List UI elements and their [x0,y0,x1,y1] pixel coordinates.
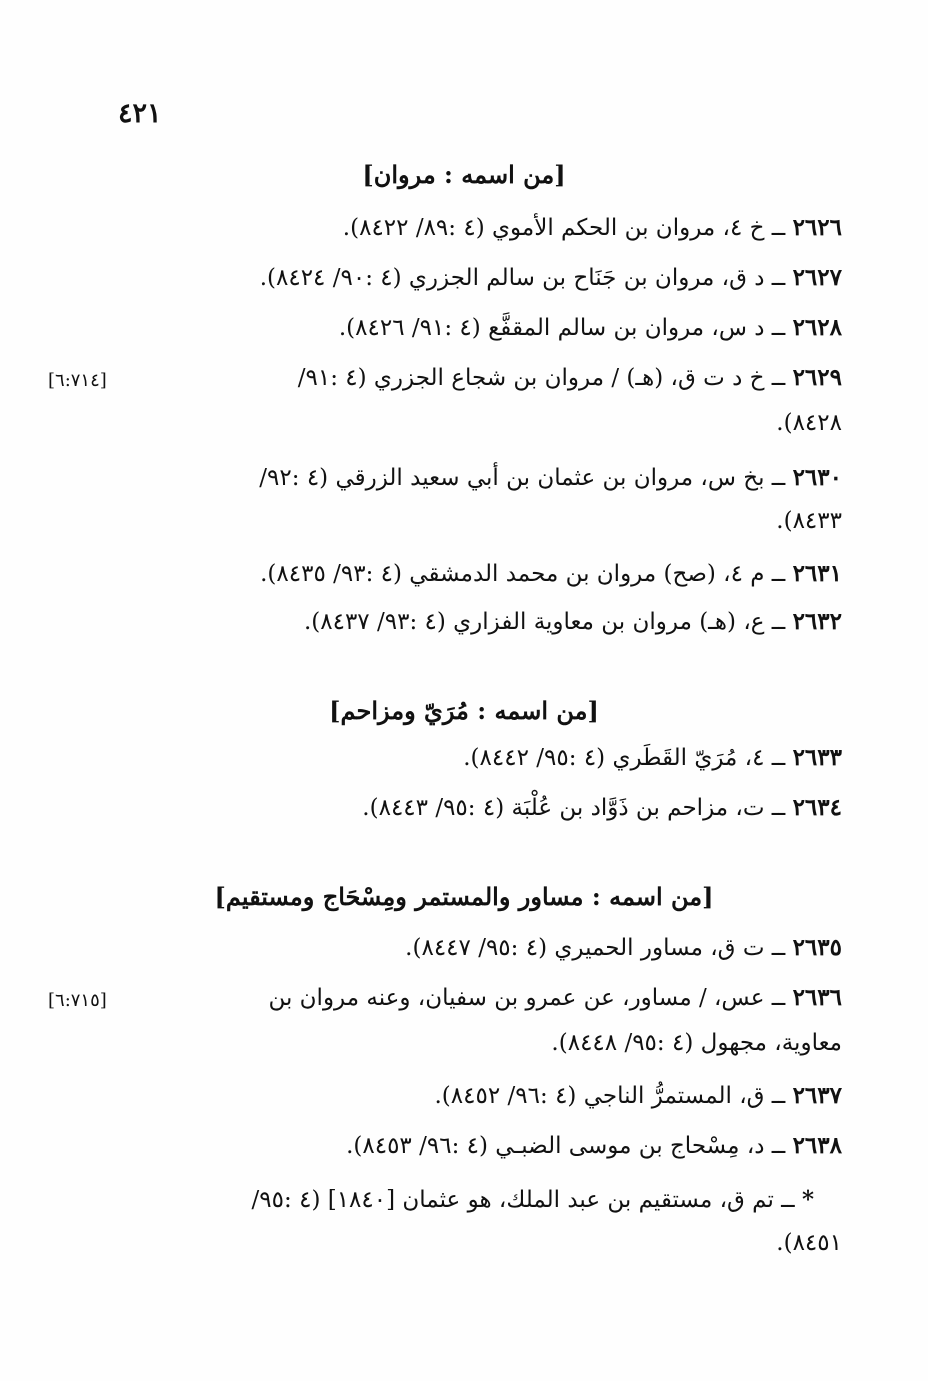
section-heading-murayy: [من اسمه : مُرَيّ ومزاحم] [329,696,599,725]
entry-number: ٢٦٣٤ [792,794,842,821]
entry-text: ــ د س، مروان بن سالم المقفَّع (٤ :٩١/ ٨٤٢٦). [338,315,793,341]
entry-text: ــ د، مِسْحاج بن موسى الضبـي (٤ :٩٦/ ٨٤٥٣). [346,1133,793,1159]
section-heading-marwan: [من اسمه : مروان] [362,160,566,189]
entry-text: ــ بخ س، مروان بن عثمان بن أبي سعيد الزرقي (٤ :٩٢/ [259,465,793,491]
entry-2632 [304,608,842,635]
entry-text: ــ ٤، مُرَيّ القَطَري (٤ :٩٥/ ٨٤٤٢). [463,745,793,771]
entry-asterisk: * [801,1186,814,1213]
entry-2638 [346,1132,842,1159]
entry-text: ــ خ ٤، مروان بن الحكم الأموي (٤ :٨٩/ ٨٤٢٢). [342,215,793,241]
entry-number: ٢٦٣٣ [792,744,842,771]
entry-number: ٢٦٣٢ [792,608,842,635]
entry-text: ــ ت، مزاحم بن ذَوَّاد بن عُلْبَة (٤ :٩٥/ ٨٤٤٣). [362,795,793,821]
entry-2627 [260,264,842,291]
entry-number: ٢٦٢٧ [792,264,842,291]
entry-number: ٢٦٣٥ [792,934,842,961]
entry-number: ٢٦٣٠ [792,464,842,491]
entry-mustaqim-continuation: ٨٤٥١). [776,1230,842,1256]
margin-reference: [٦:٧١٥] [48,990,107,1011]
page-number: ٤٢١ [118,98,162,129]
entry-2634 [362,794,842,821]
entry-text: ــ د ق، مروان بن جَنَاح بن سالم الجزري (٤ :٩٠/ ٨٤٢٤). [259,265,793,291]
entry-text: ــ ت ق، مساور الحميري (٤ :٩٥/ ٨٤٤٧). [405,935,793,961]
entry-number: ٢٦٢٩ [792,364,842,391]
entry-2626 [343,214,842,241]
entry-2630 [259,464,842,491]
entry-text: ــ ع، (هـ) مروان بن معاوية الفزاري (٤ :٩٣/ ٨٤٣٧). [303,609,793,635]
entry-2636-continuation: معاوية، مجهول (٤ :٩٥/ ٨٤٤٨). [551,1030,842,1056]
entry-2630-continuation: ٨٤٣٣). [776,508,842,534]
section-heading-musawir: [من اسمه : مساور والمستمر ومِسْحَاج ومستقيم] [214,882,714,911]
entry-text: ــ خ د ت ق، (هـ) / مروان بن شجاع الجزري (٤ :٩١/ [297,365,793,391]
entry-number: ٢٦٢٨ [792,314,842,341]
entry-mustaqim [252,1186,814,1213]
entry-number: ٢٦٣٨ [792,1132,842,1159]
entry-number: ٢٦٢٦ [792,214,842,241]
entry-text: ــ تم ق، مستقيم بن عبد الملك، هو عثمان [١٨٤٠] (٤ :٩٥/ [251,1187,802,1213]
entry-2637 [435,1082,843,1109]
entry-text: ــ عس، / مساور، عن عمرو بن سفيان، وعنه مروان بن [268,985,793,1011]
entry-2633 [463,744,842,771]
entry-number: ٢٦٣٧ [792,1082,842,1109]
entry-text: ــ م ٤، (صح) مروان بن محمد الدمشقي (٤ :٩٣/ ٨٤٣٥). [260,561,793,587]
entry-2635 [405,934,842,961]
entry-2636 [268,984,842,1011]
margin-reference: [٦:٧١٤] [48,370,107,391]
entry-text: ــ ق، المستمرُّ الناجي (٤ :٩٦/ ٨٤٥٢). [434,1083,793,1109]
entry-number: ٢٦٣٦ [792,984,842,1011]
entry-2631 [260,560,842,587]
entry-2628 [339,314,842,341]
entry-2629-continuation: ٨٤٢٨). [776,410,842,436]
entry-number: ٢٦٣١ [792,560,842,587]
entry-2629 [298,364,842,391]
